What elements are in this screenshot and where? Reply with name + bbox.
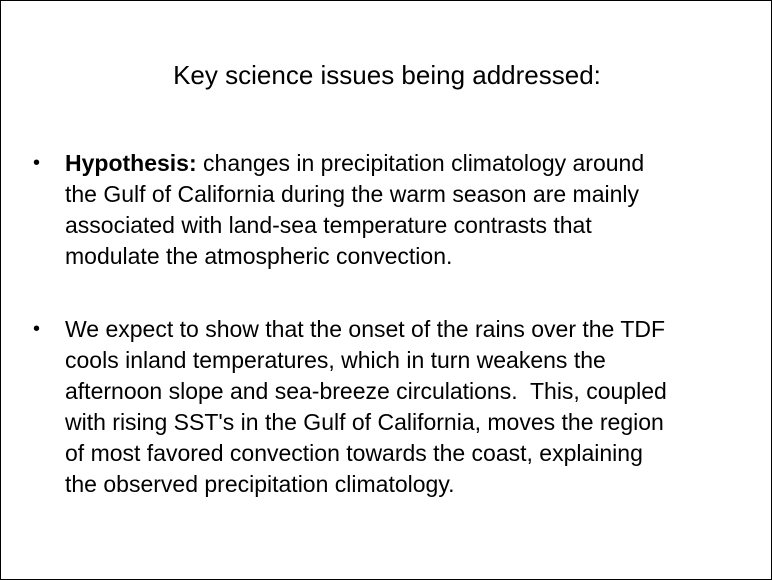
bullet-marker: • <box>33 152 41 174</box>
bullet-line: modulate the atmospheric convection. <box>65 243 453 269</box>
bullet-line: We expect to show that the onset of the rains over the TDF <box>65 316 666 342</box>
bullet-expectation <box>33 314 755 500</box>
bullet-line-text: changes in precipitation climatology around <box>196 150 645 176</box>
bullet-text <box>65 314 755 500</box>
bullet-line <box>65 148 755 179</box>
bullet-hypothesis <box>33 148 755 272</box>
slide-title: Key science issues being addressed: <box>173 60 601 90</box>
bullet-line: the observed precipitation climatology. <box>65 471 455 497</box>
bullet-line: associated with land-sea temperature contrasts that <box>65 212 592 238</box>
bullet-line: the Gulf of California during the warm season are mainly <box>65 181 640 207</box>
bullet-line: of most favored convection towards the coast, explaining <box>65 440 643 466</box>
bullet-line: cools inland temperatures, which in turn weakens the <box>65 347 606 373</box>
bullet-line: afternoon slope and sea-breeze circulations. This, coupled <box>65 378 667 404</box>
bullet-marker: • <box>33 318 41 340</box>
bullet-lead: Hypothesis: <box>65 150 197 176</box>
bullet-line: with rising SST's in the Gulf of California, moves the region <box>65 409 664 435</box>
bullet-text <box>65 148 755 272</box>
